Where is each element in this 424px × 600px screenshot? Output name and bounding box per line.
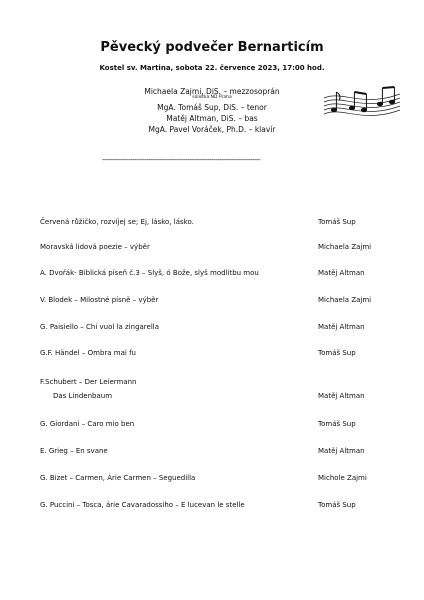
- event-subtitle: Kostel sv. Martina, sobota 22. července 2023, 17:00 hod.: [99, 64, 325, 72]
- page-title: Pěvecký podvečer Bernarticím: [100, 40, 324, 55]
- performer-line: MgA. Pavel Voráček, Ph.D. – klavír: [148, 125, 276, 134]
- piece-title: G.F. Händel – Ombra mai fu: [40, 349, 136, 357]
- piece-performer: Michaela Zajmi: [318, 296, 372, 304]
- piece-performer: Matěj Altman: [318, 269, 365, 277]
- piece-performer: Michole Zajmi: [318, 474, 367, 482]
- piece-title: A. Dvořák- Biblická píseň č.3 – Slyš, ó Bože, slyš modlitbu mou: [40, 269, 259, 277]
- piece-title: G. Giordani – Caro mio ben: [40, 420, 135, 428]
- piece-title: G. Paisiello – Chi vuol la zingarella: [40, 323, 160, 331]
- piece-title: E. Grieg – En svane: [40, 447, 108, 455]
- performer-line: MgA. Tomáš Sup, DiS. – tenor: [157, 103, 267, 112]
- piece-title: G. Bizet – Carmen, Árie Carmen – Seguedilla: [40, 474, 196, 482]
- piece-performer: Matěj Altman: [318, 392, 365, 400]
- piece-title: V. Blodek – Milostné písně – výběr: [40, 296, 159, 304]
- performer-line: Matěj Altman, DiS. – bas: [166, 114, 258, 123]
- piece-performer: Matěj Altman: [318, 447, 365, 455]
- piece-performer: Tomáš Sup: [318, 349, 356, 357]
- piece-title: Červená růžičko, rozvíjej se; Ej, lásko, lásko.: [40, 218, 194, 226]
- piece-performer: Tomáš Sup: [318, 420, 356, 428]
- performer-line: Michaela Zajmi, DiS. – mezzosoprán: [144, 87, 280, 96]
- piece-performer: Matěj Altman: [318, 323, 365, 331]
- piece-title-continued: Das Lindenbaum: [53, 392, 113, 400]
- music-notes-icon: [322, 86, 402, 122]
- piece-performer: Tomáš Sup: [318, 501, 356, 509]
- piece-performer: Michaela Zajmi: [318, 243, 372, 251]
- piece-title: G. Puccini – Tosca, árie Cavaradossiho – E lucevan le stelle: [40, 501, 245, 509]
- piece-title: F.Schubert – Der Leiermann: [40, 378, 137, 386]
- performer-note: sólistka ND Praha: [192, 95, 232, 100]
- piece-performer: Tomáš Sup: [318, 218, 356, 226]
- piece-title: Moravská lidová poezie – výběr: [40, 243, 150, 251]
- divider-line: ------------------------------------------------------------------------------: [102, 156, 261, 164]
